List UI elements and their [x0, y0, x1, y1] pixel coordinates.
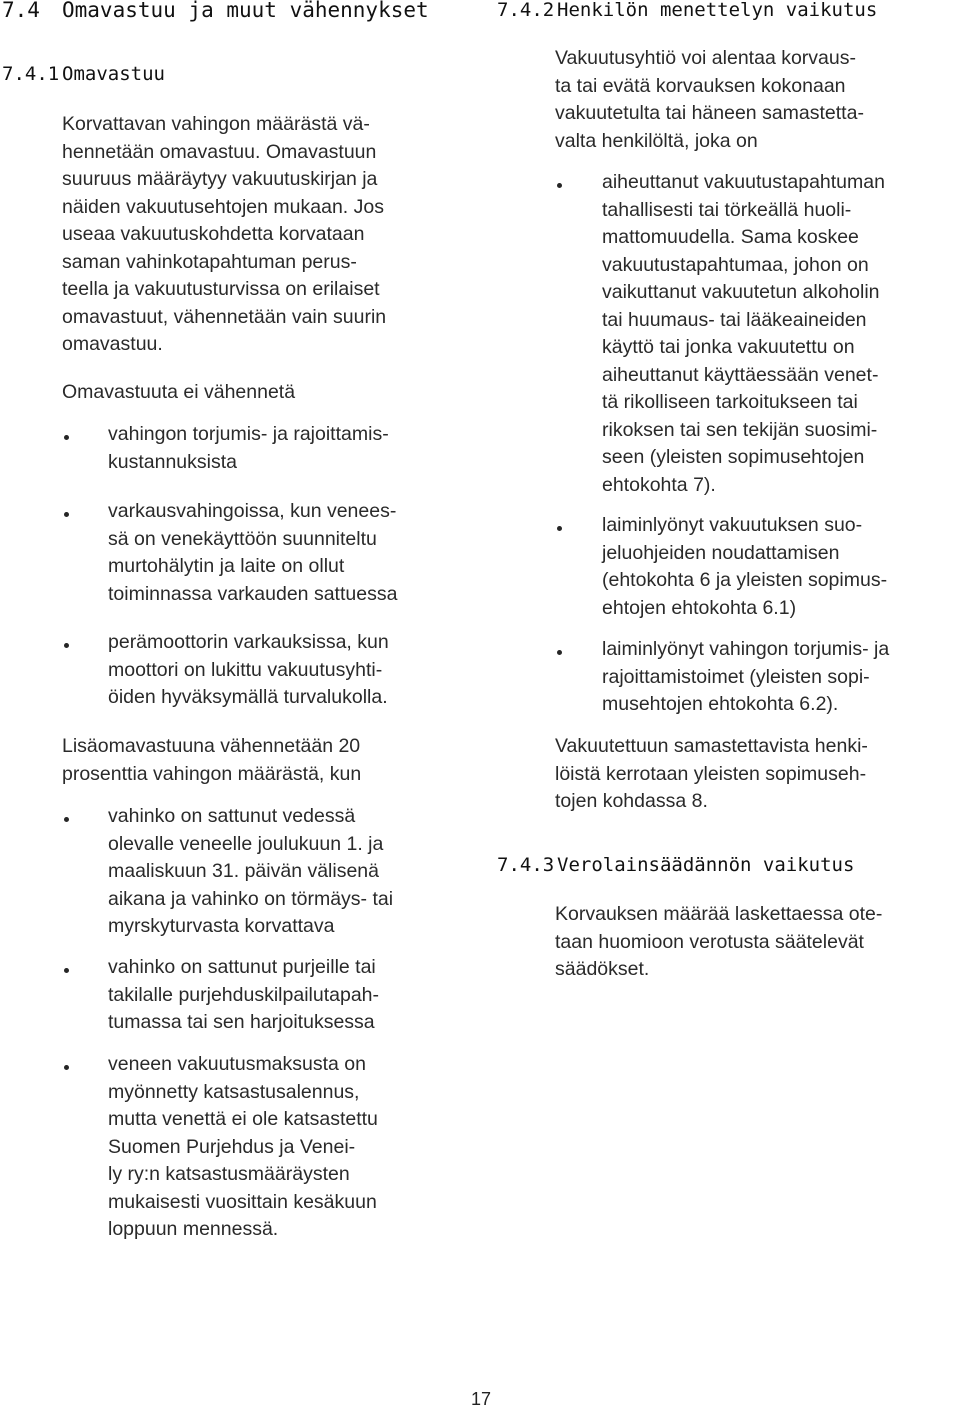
text-line: tumassa tai sen harjoituksessa — [108, 1011, 375, 1033]
text-line: tai huumaus- tai lääkeaineiden — [602, 308, 867, 331]
text-line: vahinko on sattunut purjeille tai — [108, 956, 376, 978]
text-line: ta tai evätä korvauksen kokonaan — [555, 74, 846, 97]
text-line: prosenttia vahingon määrästä, kun — [62, 762, 362, 785]
list-item — [108, 1051, 378, 1244]
list-item — [108, 954, 379, 1037]
bullet-icon — [64, 1065, 69, 1070]
text-line: Suomen Purjehdus ja Venei- — [108, 1135, 356, 1158]
extra-deductible-heading — [62, 733, 361, 788]
text-line: laiminlyönyt vakuutuksen suo- — [602, 514, 863, 536]
text-line: perämoottorin varkauksissa, kun — [108, 631, 389, 653]
text-line: useaa vakuutuskohdetta korvataan — [62, 223, 365, 245]
bullet-icon — [64, 817, 69, 822]
bullet-icon — [64, 968, 69, 973]
text-line: sä on venekäyttöön suunniteltu — [108, 527, 377, 550]
bullet-icon — [64, 643, 69, 648]
text-line: säädökset. — [555, 958, 650, 980]
list-item — [108, 803, 393, 941]
text-line: Korvattavan vahingon määrästä vä- — [62, 113, 370, 135]
conduct-intro-paragraph — [555, 45, 864, 155]
text-line: vakuutetulta tai häneen samastetta- — [555, 102, 864, 124]
list-item — [602, 636, 889, 719]
text-line: toiminnassa varkauden sattuessa — [108, 582, 398, 605]
text-line: aiheuttanut käyttäessään venet- — [602, 363, 879, 386]
text-line: mattomuudella. Sama koskee — [602, 226, 859, 248]
text-line: valta henkilöltä, joka on — [555, 129, 758, 152]
section-title: Omavastuu — [62, 63, 165, 85]
text-line: rikoksen tai sen tekijän suosimi- — [602, 418, 878, 441]
page-number: 17 — [471, 1389, 492, 1409]
text-line: omavastuu. — [62, 333, 163, 355]
section-title: Omavastuu ja muut vähennykset — [62, 0, 429, 22]
list-item — [108, 421, 389, 476]
section-title: Verolainsäädännön vaikutus — [557, 854, 855, 876]
text-line: vahinko on sattunut vedessä — [108, 805, 356, 827]
list-item — [108, 629, 389, 712]
deductible-intro-paragraph — [62, 111, 386, 359]
bullet-icon — [64, 435, 69, 440]
bullet-icon — [64, 512, 69, 517]
section-7-4-2-heading — [497, 0, 877, 21]
text-line: taan huomioon verotusta säätelevät — [555, 930, 864, 953]
text-line: Lisäomavastuuna vähennetään 20 — [62, 735, 361, 757]
text-line: murtohälytin ja laite on ollut — [108, 555, 345, 577]
text-line: omavastuut, vähennetään vain suurin — [62, 305, 387, 328]
text-line: ehtokohta 7). — [602, 473, 716, 496]
text-line: aiheuttanut vakuutustapahtuman — [602, 171, 885, 193]
text-line: ehtojen ehtokohta 6.1) — [602, 596, 797, 619]
bullet-icon — [557, 650, 562, 655]
list-item — [602, 169, 885, 499]
section-7-4-3-heading — [497, 854, 854, 876]
text-line: rajoittamistoimet (yleisten sopi- — [602, 665, 870, 688]
text-line: tä rikolliseen tarkoitukseen tai — [602, 391, 858, 413]
list-item — [602, 512, 887, 622]
text-line: öiden hyväksymällä turvalukolla. — [108, 686, 388, 708]
text-line: maaliskuun 31. päivän välisenä — [108, 860, 380, 882]
text-line: Korvauksen määrää laskettaessa ote- — [555, 903, 883, 925]
text-line: myrskyturvasta korvattava — [108, 915, 335, 937]
text-line: löistä kerrotaan yleisten sopimuseh- — [555, 762, 867, 785]
text-line: aikana ja vahinko on törmäys- tai — [108, 887, 394, 910]
text-line: hennetään omavastuu. Omavastuun — [62, 140, 377, 163]
text-line: Vakuutettuun samastettavista henki- — [555, 735, 868, 757]
text-line: Vakuutusyhtiö voi alentaa korvaus- — [555, 47, 856, 69]
list-item — [108, 498, 397, 608]
text-line: (ehtokohta 6 ja yleisten sopimus- — [602, 569, 888, 591]
text-line: saman vahinkotapahtuman perus- — [62, 250, 357, 273]
text-line: seen (yleisten sopimusehtojen — [602, 446, 865, 468]
section-7-4-heading — [2, 0, 429, 22]
text-line: veneen vakuutusmaksusta on — [108, 1053, 366, 1075]
text-line: Omavastuuta ei vähennetä — [62, 381, 296, 403]
text-line: käyttö tai jonka vakuutettu on — [602, 336, 855, 358]
bullet-icon — [557, 183, 562, 188]
text-line: vaikuttanut vakuutetun alkoholin — [602, 281, 880, 303]
text-line: näiden vakuutusehtojen mukaan. Jos — [62, 195, 384, 218]
section-number: 7.4 — [2, 0, 40, 22]
text-line: vakuutustapahtumaa, johon on — [602, 253, 869, 276]
text-line: kustannuksista — [108, 450, 237, 473]
section-number: 7.4.1 — [2, 63, 60, 85]
text-line: mukaisesti vuosittain kesäkuun — [108, 1190, 377, 1213]
text-line: olevalle veneelle joulukuun 1. ja — [108, 832, 384, 855]
text-line: mutta venettä ei ole katsastettu — [108, 1108, 378, 1130]
text-line: ly ry:n katsastusmääräysten — [108, 1163, 350, 1185]
section-number: 7.4.2 — [497, 0, 555, 21]
text-line: tahallisesti tai törkeällä huoli- — [602, 198, 852, 221]
text-line: moottori on lukittu vakuutusyhti- — [108, 658, 383, 681]
text-line: suuruus määräytyy vakuutuskirjan ja — [62, 168, 378, 190]
tax-legislation-paragraph — [555, 901, 882, 984]
text-line: varkausvahingoissa, kun venees- — [108, 500, 397, 522]
section-number: 7.4.3 — [497, 854, 555, 876]
text-line: laiminlyönyt vahingon torjumis- ja — [602, 638, 890, 660]
text-line: vahingon torjumis- ja rajoittamis- — [108, 423, 389, 445]
text-line: musehtojen ehtokohta 6.2). — [602, 693, 839, 715]
text-line: loppuun mennessä. — [108, 1218, 279, 1240]
text-line: myönnetty katsastusalennus, — [108, 1080, 360, 1103]
bullet-icon — [557, 526, 562, 531]
text-line: teella ja vakuutusturvissa on erilaiset — [62, 278, 380, 300]
text-line: jeluohjeiden noudattamisen — [602, 541, 840, 564]
not-deducted-heading — [62, 379, 295, 407]
section-7-4-1-heading — [2, 63, 165, 85]
section-title: Henkilön menettelyn vaikutus — [557, 0, 878, 21]
identified-persons-paragraph — [555, 733, 868, 816]
text-line: tojen kohdassa 8. — [555, 790, 708, 812]
text-line: takilalle purjehduskilpailutapah- — [108, 983, 380, 1006]
